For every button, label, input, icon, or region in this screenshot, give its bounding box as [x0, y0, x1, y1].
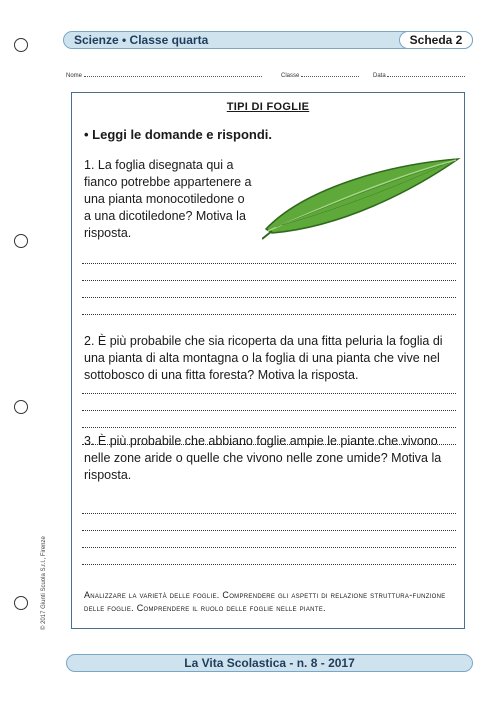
instruction: • Leggi le domande e rispondi. — [84, 127, 273, 142]
worksheet-title: TIPI DI FOGLIE — [226, 101, 310, 113]
learning-goals: Analizzare la varietà delle foglie. Comprendere gli aspetti di relazione struttura-funzione delle foglie. Comprendere il ruolo delle foglie nelle piante. — [84, 590, 446, 613]
answer-line[interactable] — [82, 427, 456, 428]
binder-hole-upper-middle — [14, 234, 28, 248]
answer-line[interactable] — [82, 564, 456, 565]
binder-hole-bottom — [14, 596, 28, 610]
student-fields — [66, 70, 471, 80]
answer-line[interactable] — [82, 263, 456, 264]
answer-line[interactable] — [82, 530, 456, 531]
classe-label: Classe — [281, 73, 300, 79]
copyright-notice: © 2017 Giunti Scuola S.r.l., Firenze — [41, 536, 47, 630]
answer-line[interactable] — [82, 547, 456, 548]
binder-hole-top — [14, 38, 28, 52]
answer-line[interactable] — [82, 410, 456, 411]
data-label: Data — [373, 73, 386, 79]
answer-line[interactable] — [82, 297, 456, 298]
answer-line[interactable] — [82, 280, 456, 281]
answer-line[interactable] — [82, 314, 456, 315]
scheda-badge: Scheda 2 — [399, 31, 473, 49]
answer-line[interactable] — [82, 513, 456, 514]
classe-field[interactable] — [301, 70, 359, 77]
footer-bar: La Vita Scolastica - n. 8 - 2017 — [66, 654, 473, 672]
question-3: 3. È più probabile che abbiano foglie ampie le piante che vivono nelle zone aride o quelle che vivono nelle zone umide? Motiva la risposta. — [84, 434, 442, 482]
binder-hole-lower-middle — [14, 400, 28, 414]
nome-field[interactable] — [84, 70, 262, 77]
subject-label: Scienze • Classe quarta — [74, 33, 209, 47]
question-2: 2. È più probabile che sia ricoperta da una fitta peluria la foglia di una pianta di alta montagna o la foglia di una pianta che vive nel sottobosco di una fitta foresta? Motiva la risposta. — [84, 334, 443, 382]
leaf-illustration — [262, 151, 462, 241]
nome-label: Nome — [66, 73, 83, 79]
data-field[interactable] — [387, 70, 465, 77]
question-1: 1. La foglia disegnata qui a fianco potrebbe appartenere a una pianta monocotiledone o a una dicotiledone? Motiva la risposta. — [84, 158, 252, 240]
header-bar — [63, 31, 473, 49]
answer-line[interactable] — [82, 393, 456, 394]
worksheet-frame — [71, 92, 465, 629]
